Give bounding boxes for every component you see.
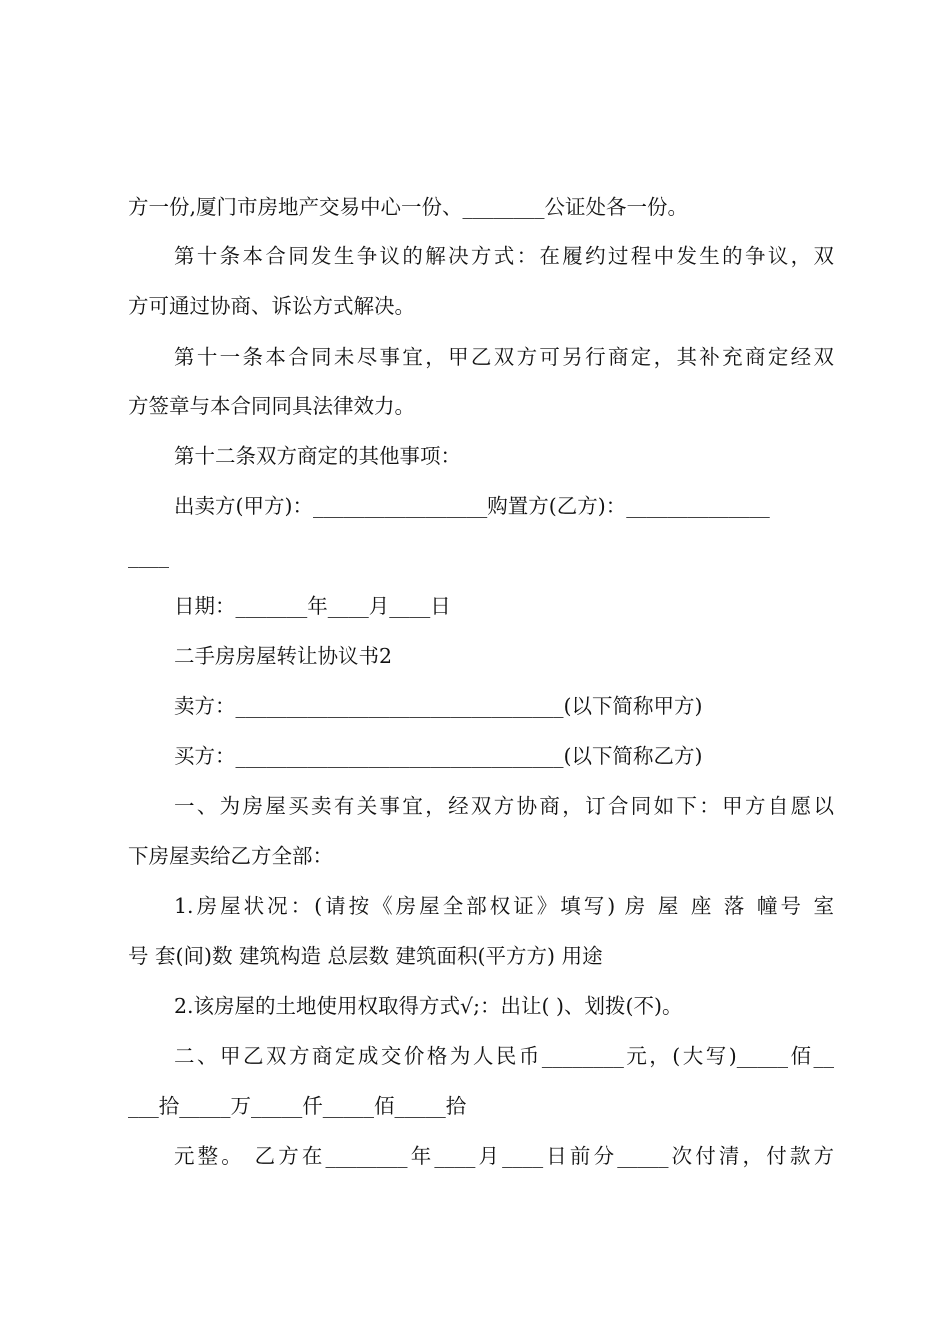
text-line-copies: 方一份,厦门市房地产交易中心一份、________公证处各一份。 — [128, 195, 689, 219]
text-line-article-10-cont: 方可通过协商、诉讼方式解决。 — [128, 294, 415, 318]
text-line-parties-signature: 出卖方(甲方)：_________________购置方(乙方)：______________ — [174, 494, 770, 518]
text-line-land-use: 2.该房屋的土地使用权取得方式√;：出让( )、划拨(不)。 — [174, 994, 683, 1018]
text-line-buyer: 买方：________________________________(以下简称乙方) — [174, 744, 703, 768]
text-line-date: 日期：_______年____月____日 — [174, 594, 451, 618]
text-line-house-status-cont: 号 套(间)数 建筑构造 总层数 建筑面积(平方方) 用途 — [128, 944, 603, 968]
text-line-article-10: 第十条本合同发生争议的解决方式：在履约过程中发生的争议，双 — [174, 244, 834, 268]
text-line-price-cont: ___拾_____万_____仟_____佰_____拾 — [128, 1094, 467, 1118]
text-line-payment: 元整。 乙方在________年____月____日前分_____次付清，付款方 — [174, 1144, 834, 1168]
text-line-price: 二、甲乙双方商定成交价格为人民币________元，(大写)_____佰__ — [174, 1044, 834, 1068]
text-line-article-12: 第十二条双方商定的其他事项： — [174, 444, 461, 468]
section-title: 二手房房屋转让协议书2 — [174, 644, 393, 668]
text-line-clause-1: 一、为房屋买卖有关事宜，经双方协商，订合同如下：甲方自愿以 — [174, 794, 834, 818]
text-line-signature-cont: ____ — [128, 544, 169, 568]
text-line-article-11: 第十一条本合同未尽事宜，甲乙双方可另行商定，其补充商定经双 — [174, 345, 834, 369]
text-line-article-11-cont: 方签章与本合同同具法律效力。 — [128, 394, 415, 418]
text-line-seller: 卖方：________________________________(以下简称甲方) — [174, 694, 703, 718]
text-line-clause-1-cont: 下房屋卖给乙方全部： — [128, 844, 333, 868]
text-line-house-status: 1.房屋状况：(请按《房屋全部权证》填写) 房 屋 座 落 幢号 室 — [174, 894, 834, 918]
